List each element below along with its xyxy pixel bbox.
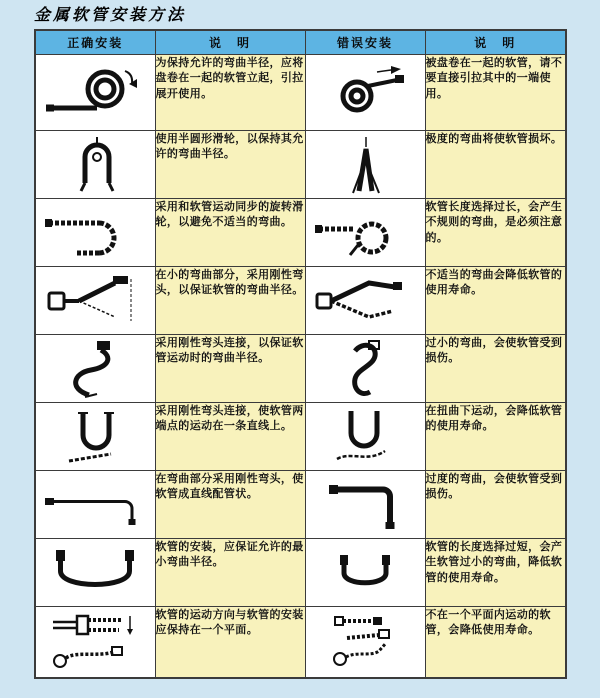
header-explanation-2: 说 明 — [425, 30, 566, 55]
sharp-y-bend-icon — [311, 271, 419, 331]
wrong-image-cell — [305, 607, 425, 678]
wrong-image-cell — [305, 471, 425, 539]
u-shape-inline-motion-icon — [41, 407, 149, 467]
correct-desc: 采用和软管运动同步的旋转滑轮，以避免不适当的弯曲。 — [155, 199, 305, 267]
table-row — [35, 539, 566, 607]
short-u-handle-icon — [311, 543, 419, 603]
table-row — [35, 267, 566, 335]
table-row — [35, 403, 566, 471]
correct-desc: 采用刚性弯头连接，以保证软管运动时的弯曲半径。 — [155, 335, 305, 403]
correct-desc: 软管的运动方向与软管的安装应保持在一个平面。 — [155, 607, 305, 678]
straight-run-elbow-icon — [41, 475, 149, 535]
header-wrong-install: 错误安装 — [305, 30, 425, 55]
same-plane-motion-icon — [41, 611, 149, 673]
correct-image-cell — [35, 335, 155, 403]
wrong-image-cell — [305, 539, 425, 607]
table-row — [35, 471, 566, 539]
correct-image-cell — [35, 199, 155, 267]
correct-image-cell — [35, 131, 155, 199]
correct-desc: 采用刚性弯头连接，使软管两端点的运动在一条直线上。 — [155, 403, 305, 471]
wrong-image-cell — [305, 199, 425, 267]
header-correct-install: 正确安装 — [35, 30, 155, 55]
hook-too-small-bend-icon — [311, 339, 419, 399]
correct-image-cell — [35, 55, 155, 131]
correct-image-cell — [35, 539, 155, 607]
correct-image-cell — [35, 471, 155, 539]
wrong-image-cell — [305, 267, 425, 335]
right-angle-overbend-icon — [311, 475, 419, 535]
semicircular-pulley-icon — [41, 135, 149, 195]
correct-desc: 在弯曲部分采用刚性弯头，使软管成直线配管状。 — [155, 471, 305, 539]
header-row — [35, 30, 566, 55]
correct-desc: 为保持允许的弯曲半径，应将盘卷在一起的软管立起，引拉展开使用。 — [155, 55, 305, 131]
table-row — [35, 607, 566, 678]
correct-image-cell — [35, 403, 155, 471]
wrong-desc: 软管的长度选择过短，会产生软管过小的弯曲，降低软管的使用寿命。 — [425, 539, 566, 607]
rigid-elbow-small-bend-icon — [41, 271, 149, 331]
rotating-pulley-hose-icon — [41, 203, 149, 263]
coiled-hose-pulled-icon — [311, 62, 419, 124]
irregular-loop-hose-icon — [311, 203, 419, 263]
correct-desc: 在小的弯曲部分，采用刚性弯头，以保证软管的弯曲半径。 — [155, 267, 305, 335]
wrong-image-cell — [305, 131, 425, 199]
wrong-desc: 不在一个平面内运动的软管，会降低使用寿命。 — [425, 607, 566, 678]
wrong-desc: 过度的弯曲，会使软管受到损伤。 — [425, 471, 566, 539]
table-row — [35, 55, 566, 131]
wrong-desc: 软管长度选择过长，会产生不规则的弯曲，是必须注意的。 — [425, 199, 566, 267]
correct-desc: 使用半圆形滑轮，以保持其允许的弯曲半径。 — [155, 131, 305, 199]
s-curve-rigid-elbow-icon — [41, 339, 149, 399]
u-shape-twisted-icon — [311, 407, 419, 467]
wrong-desc: 过小的弯曲，会使软管受到损伤。 — [425, 335, 566, 403]
out-of-plane-motion-icon — [311, 611, 419, 673]
installation-table — [34, 29, 567, 679]
wrong-image-cell — [305, 55, 425, 131]
wide-u-handle-icon — [41, 543, 149, 603]
correct-image-cell — [35, 267, 155, 335]
table-row — [35, 131, 566, 199]
wrong-image-cell — [305, 403, 425, 471]
wrong-image-cell — [305, 335, 425, 403]
wrong-desc: 极度的弯曲将使软管损坏。 — [425, 131, 566, 199]
wrong-desc: 不适当的弯曲会降低软管的使用寿命。 — [425, 267, 566, 335]
table-row — [35, 199, 566, 267]
correct-image-cell — [35, 607, 155, 678]
page-title: 金属软管安装方法 — [34, 5, 187, 24]
coiled-hose-unrolled-icon — [41, 62, 149, 124]
header-explanation-1: 说 明 — [155, 30, 305, 55]
table-row — [35, 335, 566, 403]
correct-desc: 软管的安装，应保证允许的最小弯曲半径。 — [155, 539, 305, 607]
sharply-folded-hose-icon — [311, 135, 419, 195]
wrong-desc: 被盘卷在一起的软管，请不要直接引拉其中的一端使用。 — [425, 55, 566, 131]
wrong-desc: 在扭曲下运动，会降低软管的使用寿命。 — [425, 403, 566, 471]
